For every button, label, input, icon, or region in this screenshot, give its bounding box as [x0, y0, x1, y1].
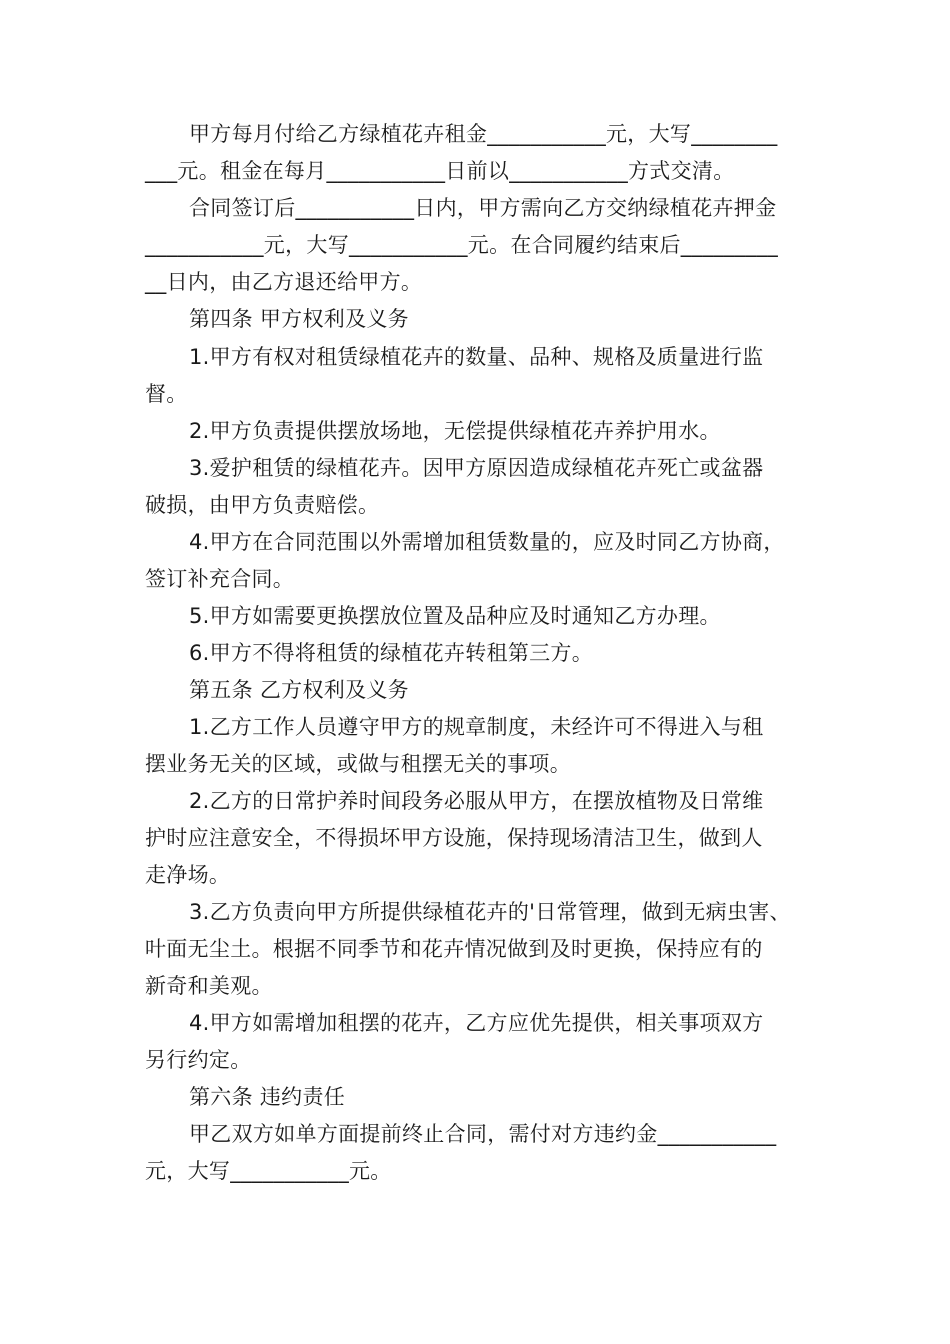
- section-heading: 第四条 甲方权利及义务: [189, 307, 409, 331]
- paragraph-line: 走净场。: [145, 863, 231, 887]
- paragraph-line: ___元。租金在每月___________日前以___________方式交清。: [145, 159, 735, 183]
- paragraph-line: 另行约定。: [145, 1048, 252, 1072]
- section-heading: 第五条 乙方权利及义务: [189, 678, 409, 702]
- paragraph-line: 元，大写___________元。: [145, 1159, 392, 1183]
- paragraph-line: 叶面无尘土。根据不同季节和花卉情况做到及时更换，保持应有的: [145, 937, 763, 961]
- paragraph-line: __日内，由乙方退还给甲方。: [145, 270, 423, 294]
- paragraph-line: 3.爱护租赁的绿植花卉。因甲方原因造成绿植花卉死亡或盆器: [189, 456, 764, 480]
- paragraph-line: 4.甲方在合同范围以外需增加租赁数量的，应及时同乙方协商，: [189, 530, 785, 554]
- section-heading: 第六条 违约责任: [189, 1085, 346, 1109]
- paragraph-line: 4.甲方如需增加租摆的花卉，乙方应优先提供，相关事项双方: [189, 1011, 764, 1035]
- paragraph-line: 甲方每月付给乙方绿植花卉租金___________元，大写________: [189, 122, 778, 146]
- paragraph-line: 5.甲方如需要更换摆放位置及品种应及时通知乙方办理。: [189, 604, 721, 628]
- paragraph-line: 甲乙双方如单方面提前终止合同，需付对方违约金___________: [189, 1122, 777, 1146]
- paragraph-line: 新奇和美观。: [145, 974, 273, 998]
- paragraph-line: 合同签订后___________日内，甲方需向乙方交纳绿植花卉押金: [189, 196, 777, 220]
- paragraph-line: 1.甲方有权对租赁绿植花卉的数量、品种、规格及质量进行监: [189, 345, 764, 369]
- paragraph-line: 3.乙方负责向甲方所提供绿植花卉的'日常管理，做到无病虫害、: [189, 900, 791, 924]
- paragraph-line: 破损，由甲方负责赔偿。: [145, 493, 380, 517]
- paragraph-line: 2.甲方负责提供摆放场地，无偿提供绿植花卉养护用水。: [189, 419, 721, 443]
- paragraph-line: 督。: [145, 382, 188, 406]
- paragraph-line: 6.甲方不得将租赁的绿植花卉转租第三方。: [189, 641, 594, 665]
- paragraph-line: 2.乙方的日常护养时间段务必服从甲方，在摆放植物及日常维: [189, 789, 764, 813]
- paragraph-line: 签订补充合同。: [145, 567, 295, 591]
- paragraph-line: ___________元，大写___________元。在合同履约结束后_________: [145, 233, 778, 257]
- paragraph-line: 摆业务无关的区域，或做与租摆无关的事项。: [145, 752, 571, 776]
- paragraph-line: 1.乙方工作人员遵守甲方的规章制度，未经许可不得进入与租: [189, 715, 764, 739]
- paragraph-line: 护时应注意安全，不得损坏甲方设施，保持现场清洁卫生，做到人: [145, 826, 763, 850]
